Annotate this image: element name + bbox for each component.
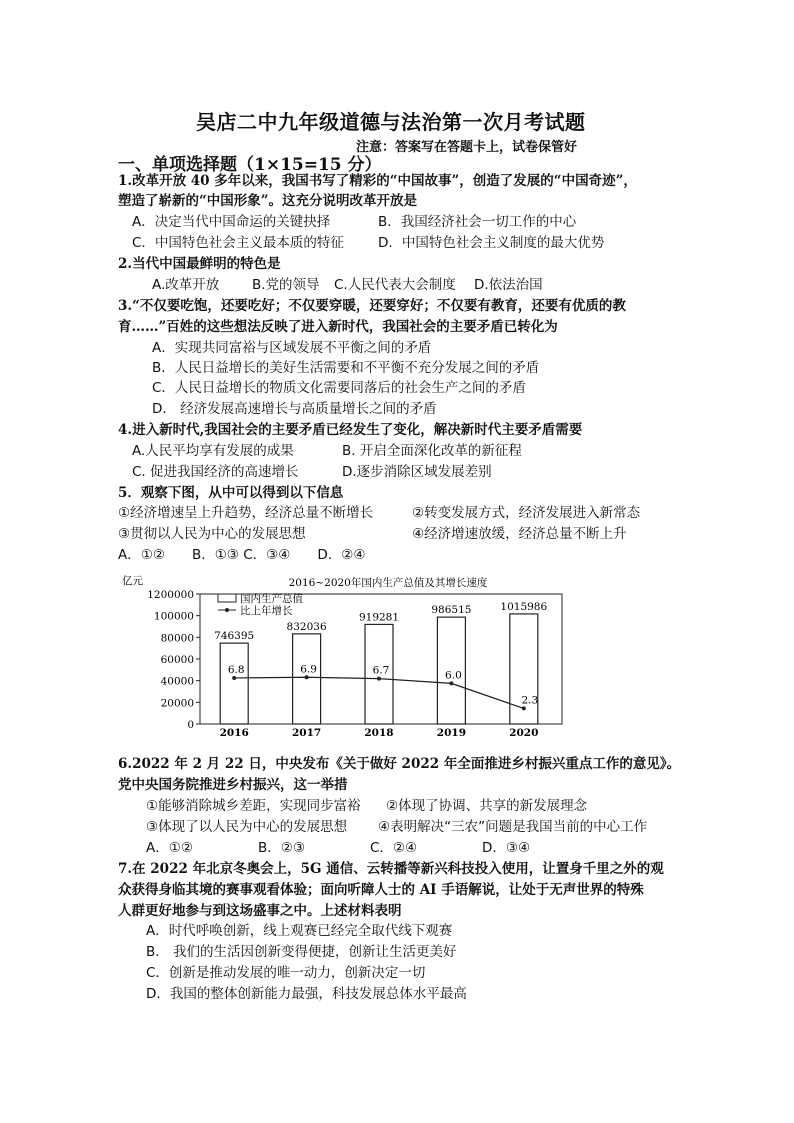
y-tick-label: 20000: [160, 697, 194, 710]
q1-stem-line2: 塑造了崭新的“中国形象”。这充分说明改革开放是: [118, 193, 418, 209]
chart-title: 2016~2020年国内生产总值及其增长速度: [288, 577, 488, 589]
y-tick-label: 0: [187, 719, 194, 731]
q6-statement-3: ③体现了以人民为中心的发展思想: [146, 819, 348, 835]
q4-option-a: A.人民平均享有发展的成果: [132, 443, 294, 459]
bar-value-label: 832036: [286, 620, 327, 633]
q5-options: A．①② B．①③ C．③④ D．②④: [118, 547, 366, 563]
q6-stem-line1: 6.2022 年 2 月 22 日，中央发布《关于做好 2022 年全面推进乡村振兴重点工作的意见》。: [118, 756, 681, 772]
exam-note: 注意：答案写在答题卡上，试卷保管好: [356, 140, 578, 155]
x-tick-label: 2016: [219, 727, 249, 739]
q4-option-b: B. 开启全面深化改革的新征程: [342, 443, 522, 459]
q3-option-b: B．人民日益增长的美好生活需要和不平衡不充分发展之间的矛盾: [152, 360, 540, 376]
q2-option-b: B.党的领导: [252, 277, 320, 293]
growth-value-label: 6.8: [227, 663, 245, 676]
legend-bar-label: 国内生产总值: [240, 593, 303, 605]
q3-option-c: C．人民日益增长的物质文化需要同落后的社会生产之间的矛盾: [152, 380, 526, 396]
growth-point: [449, 681, 453, 685]
q7-option-d: D．我国的整体创新能力最强，科技发展总体水平最高: [146, 986, 467, 1002]
q5-stem: 5．观察下图，从中可以得到以下信息: [118, 485, 344, 501]
q2-option-a: A.改革开放: [152, 277, 220, 293]
gdp-chart-svg: [118, 572, 578, 742]
q1-option-c: C．中国特色社会主义最本质的特征: [132, 235, 344, 251]
q3-option-d: D． 经济发展高速增长与高质量增长之间的矛盾: [152, 401, 437, 417]
legend-bar-swatch: [218, 594, 236, 602]
q7-option-b: B． 我们的生活因创新变得便捷，创新让生活更美好: [146, 944, 457, 960]
legend-line-point: [225, 608, 229, 612]
bar-value-label: 986515: [431, 604, 472, 617]
q7-option-a: A．时代呼唤创新，线上观赛已经完全取代线下观赛: [146, 923, 453, 939]
q4-option-c: C. 促进我国经济的高速增长: [132, 464, 299, 480]
x-tick-label: 2018: [364, 727, 394, 739]
y-tick-label: 60000: [160, 654, 194, 666]
growth-point: [232, 676, 236, 680]
x-tick-label: 2020: [509, 727, 539, 739]
q5-statement-4: ④经济增速放缓，经济总量不断上升: [412, 526, 627, 542]
y-tick-label: 100000: [153, 610, 194, 623]
chart-y-unit: 亿元: [122, 575, 143, 587]
gdp-chart: [118, 572, 578, 742]
q7-stem-line1: 7.在 2022 年北京冬奥会上，5G 通信、云转播等新兴科技投入使用，让置身千里之外的观: [118, 861, 664, 877]
bar-value-label: 1015986: [500, 600, 548, 613]
q1-option-a: A．决定当代中国命运的关键抉择: [132, 214, 331, 230]
q2-stem: 2.当代中国最鲜明的特色是: [118, 256, 281, 272]
y-tick-label: 80000: [160, 632, 194, 645]
q3-stem-line2: 育……”百姓的这些想法反映了进入新时代，我国社会的主要矛盾已转化为: [118, 319, 558, 335]
growth-point: [522, 706, 526, 710]
y-tick-label: 1200000: [147, 589, 194, 601]
x-tick-label: 2017: [291, 727, 322, 739]
q2-option-d: D.依法治国: [474, 277, 543, 293]
q7-option-c: C．创新是推动发展的唯一动力，创新决定一切: [146, 965, 426, 981]
q5-statement-1: ①经济增速呈上升趋势，经济总量不断增长: [118, 505, 374, 521]
growth-value-label: 2.3: [521, 694, 539, 707]
q5-statement-3: ③贯彻以人民为中心的发展思想: [118, 526, 306, 542]
q6-option-d: D．③④: [482, 840, 531, 856]
q1-option-b: B．我国经济社会一切工作的中心: [378, 214, 577, 230]
q6-option-c: C．②④: [370, 840, 418, 856]
section-heading: 一、单项选择题（1×15=15 分）: [118, 155, 382, 175]
y-tick-label: 40000: [160, 675, 194, 688]
growth-value-label: 6.9: [300, 663, 317, 676]
exam-title: 吴店二中九年级道德与法治第一次月考试题: [196, 110, 586, 134]
q3-stem-line1: 3.“不仅要吃饱，还要吃好；不仅要穿暖，还要穿好；不仅要有教育，还要有优质的教: [118, 298, 626, 314]
q7-stem-line2: 众获得身临其境的赛事观看体验；面向听障人士的 AI 手语解说，让处于无声世界的特殊: [118, 882, 644, 898]
q5-statement-2: ②转变发展方式，经济发展进入新常态: [412, 505, 641, 521]
bar-value-label: 746395: [214, 630, 255, 643]
q6-statement-4: ④表明解决“三农”问题是我国当前的中心工作: [378, 819, 648, 835]
q1-stem-line1: 1.改革开放 40 多年以来，我国书写了精彩的“中国故事”，创造了发展的“中国奇迹”，: [118, 173, 637, 189]
q1-option-d: D．中国特色社会主义制度的最大优势: [378, 235, 605, 251]
q4-option-d: D.逐步消除区域发展差别: [342, 464, 492, 480]
growth-point: [377, 677, 381, 681]
q6-option-b: B．②③: [258, 840, 305, 856]
q4-stem: 4.进入新时代,我国社会的主要矛盾已经发生了变化，解决新时代主要矛盾需要: [118, 422, 583, 438]
bar-2016: [220, 643, 248, 724]
bar-value-label: 919281: [358, 611, 400, 624]
legend-line-label: 比上年增长: [240, 605, 293, 617]
growth-point: [305, 675, 309, 679]
q6-option-a: A．①②: [146, 840, 193, 856]
q6-statement-1: ①能够消除城乡差距，实现同步富裕: [146, 798, 361, 814]
q2-option-c: C.人民代表大会制度: [334, 277, 456, 293]
q3-option-a: A．实现共同富裕与区域发展不平衡之间的矛盾: [152, 340, 432, 356]
q7-stem-line3: 人群更好地参与到这场盛事之中。上述材料表明: [118, 903, 402, 919]
q6-stem-line2: 党中央国务院推进乡村振兴，这一举措: [118, 777, 348, 793]
q6-statement-2: ②体现了协调、共享的新发展理念: [386, 798, 588, 814]
x-tick-label: 2019: [436, 727, 467, 739]
growth-value-label: 6.0: [445, 669, 462, 682]
growth-value-label: 6.7: [372, 664, 390, 677]
